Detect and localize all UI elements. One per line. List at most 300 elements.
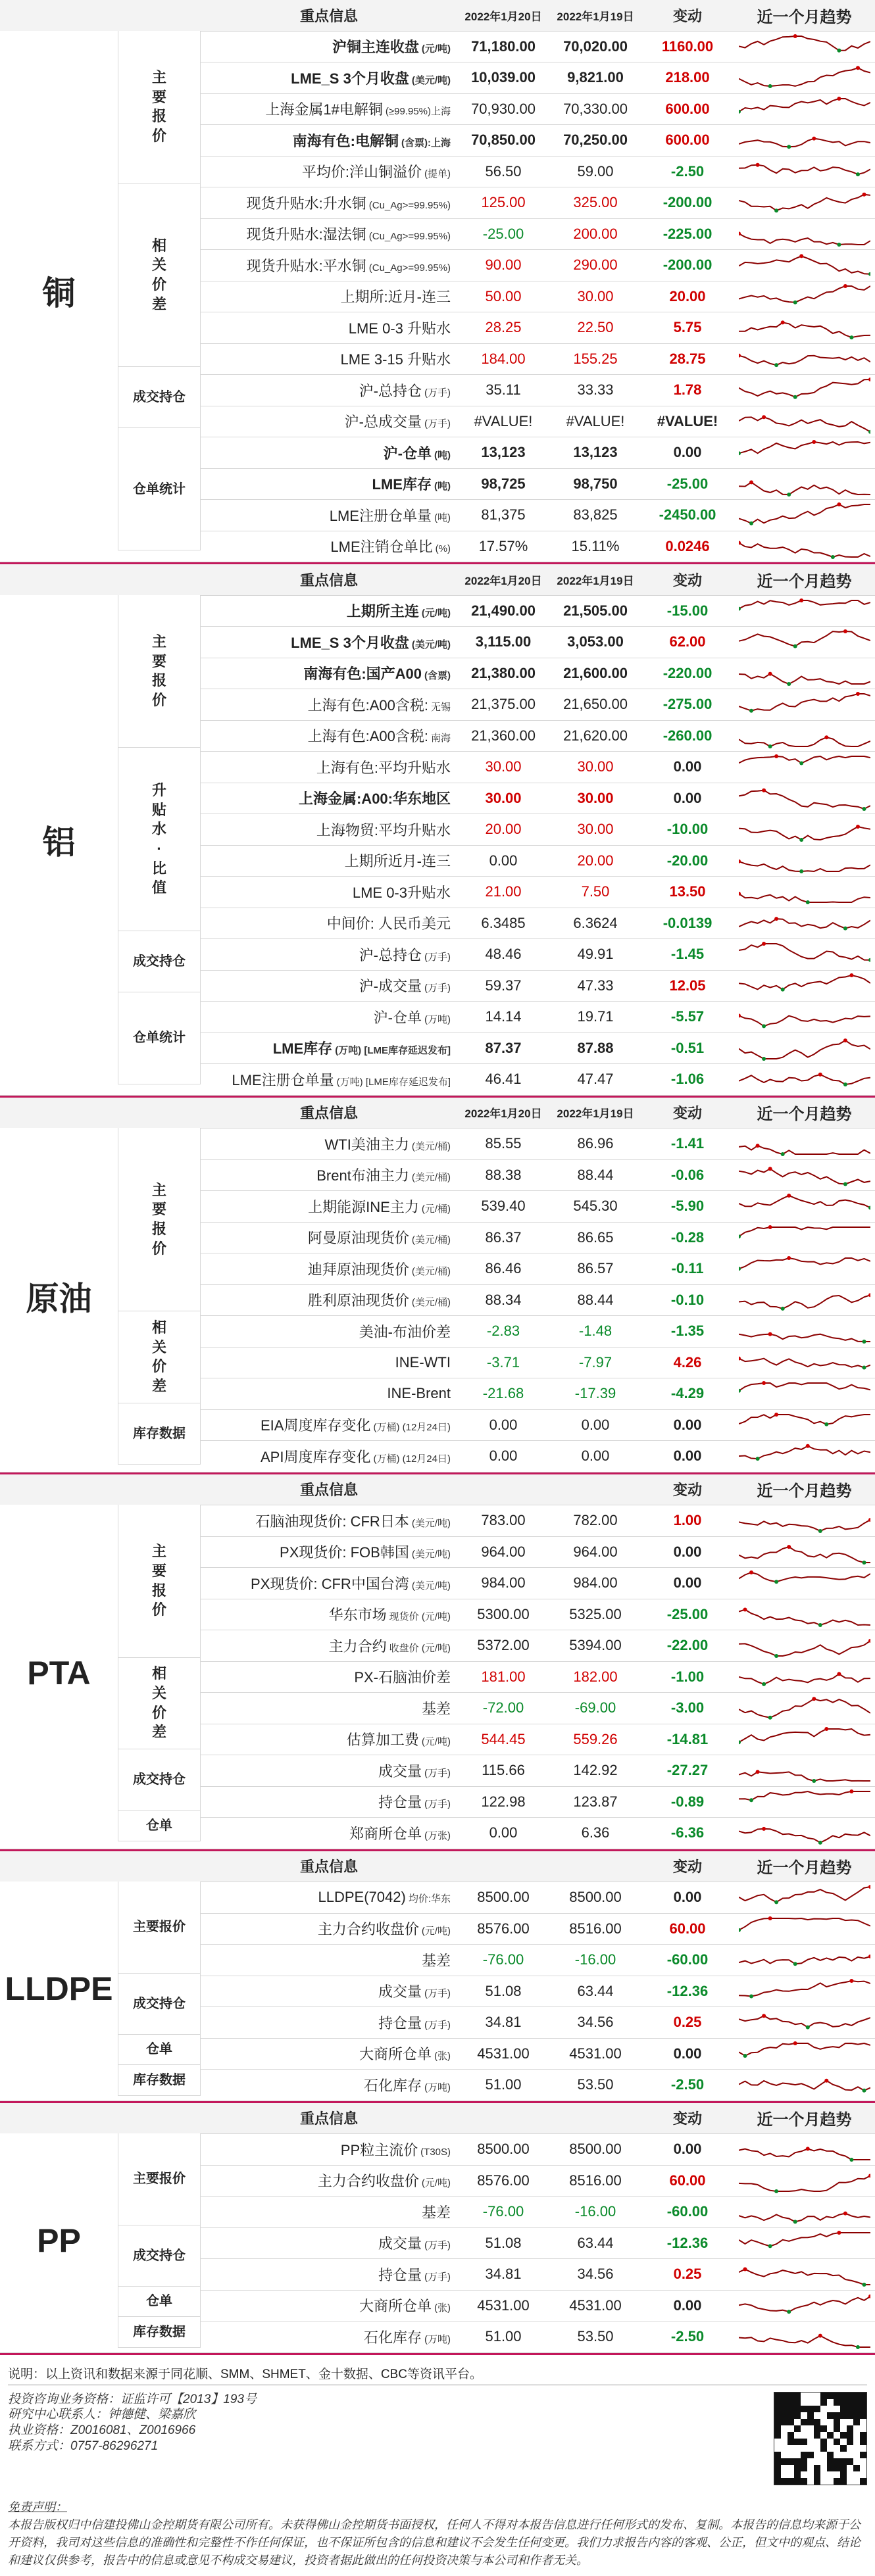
row-name [201,663,457,683]
value-previous: 182.00 [573,1668,618,1685]
row-name [201,944,457,965]
trend-cell [734,2134,875,2165]
value-current: 544.45 [481,1730,526,1747]
value-current: 13,123 [481,444,526,461]
trend-cell [734,1976,875,2007]
group-label-text: 主要报价 [133,1920,186,1935]
value-change: -22.00 [666,1637,709,1654]
trend-cell [734,1285,875,1316]
row-label: 大商所仓单 [359,2046,432,2063]
trend-sparkline [739,1947,870,1972]
group-label-text: 成交持仓 [133,1996,186,2011]
value-previous: 6.36 [581,1824,610,1841]
trend-sparkline [739,1163,870,1188]
commodity-section [0,1851,875,2103]
row-name [201,2327,457,2347]
row-unit: (元/吨) [421,608,451,620]
row-name [201,1511,457,1531]
row-unit: (万桶) (12月24日) [373,1422,451,1434]
row-label: 基差 [421,2204,451,2221]
group-label-text: 成交持仓 [133,1772,186,1787]
value-previous: 15.11% [571,537,620,554]
group-label [118,2035,201,2066]
value-change: -10.00 [666,821,709,838]
value-current: 8500.00 [477,1889,530,1906]
value-current: 125.00 [481,194,526,211]
header-trend: 近一个月趋势 [757,2111,852,2129]
trend-sparkline [739,65,870,90]
value-change: 1.00 [673,1512,702,1529]
trend-sparkline [739,440,870,465]
row-unit: (万手) [424,418,451,430]
trend-sparkline [739,34,870,59]
value-current: 28.25 [485,319,522,336]
value-previous: 63.44 [577,1982,614,1999]
row-label: 上海有色:A00含税: [307,696,428,714]
trend-sparkline [739,786,870,811]
row-name [201,2170,457,2191]
row-label: 郑商所仓单 [349,1825,422,1842]
row-unit: (万手) [424,1767,451,1779]
contact-block [8,2392,867,2485]
value-change: 20.00 [669,287,706,304]
row-unit: (吨) [434,449,451,461]
row-label: 中间价: 人民币美元 [326,915,451,933]
header-key-info: 重点信息 [299,1859,358,1876]
row-label: 上期所主连 [346,603,419,620]
trend-sparkline [739,2293,870,2318]
value-change: 0.25 [673,2014,702,2031]
value-current: 122.98 [481,1793,526,1810]
group-label-text: 主 要 报 价 [151,1181,166,1257]
value-current: 5300.00 [477,1605,530,1622]
row-unit: (万手) [424,2240,451,2252]
row-unit: (元/吨) [421,43,451,55]
row-label: 沪-成交量 [359,978,422,995]
trend-cell [734,658,875,689]
group-label-text: 主 要 报 价 [151,633,166,708]
row-label: LME注册仓单量 [329,507,432,524]
trend-cell [734,312,875,343]
header-change: 变动 [672,571,702,589]
value-current: -2.83 [486,1323,520,1340]
row-name [201,1791,457,1812]
value-previous: -1.48 [578,1323,612,1340]
row-name [201,600,457,621]
value-previous: 5325.00 [569,1605,622,1622]
trend-sparkline [739,253,870,278]
trend-cell [734,1441,875,1472]
value-previous: 34.56 [577,2014,614,2031]
value-previous: 200.00 [573,225,618,242]
trend-cell [734,1537,875,1568]
row-unit: (万桶) (12月24日) [373,1453,451,1465]
row-label: LME注销仓单比 [330,539,433,556]
row-label: 上海有色:平均升贴水 [316,759,451,776]
row-unit: (万吨) [424,2333,451,2345]
value-current: 88.34 [485,1291,522,1308]
group-label [118,31,201,184]
trend-sparkline [739,1789,870,1814]
section-header [0,1474,875,1506]
header-date2: 2022年1月19日 [557,10,634,23]
value-current: 48.46 [485,946,522,963]
value-previous: 559.26 [573,1730,618,1747]
trend-cell [734,32,875,62]
value-change: -4.29 [670,1385,705,1402]
trend-cell [734,783,875,814]
row-label: 上海有色:A00含税: [307,728,428,745]
trend-sparkline [739,377,870,402]
row-unit: (T30S) [420,2146,451,2158]
trend-sparkline [739,1695,870,1720]
trend-cell [734,1787,875,1818]
value-current: 8576.00 [477,2172,530,2189]
trend-cell [734,187,875,218]
value-previous: 5394.00 [569,1637,622,1654]
value-current: 181.00 [481,1668,526,1685]
row-unit: 收盘价 (元/吨) [389,1642,451,1654]
row-name [201,2202,457,2222]
group-label [118,1505,201,1658]
row-label: 大商所仓单 [359,2298,432,2315]
value-change: -12.36 [666,1982,709,1999]
value-previous: -16.00 [574,2203,616,2220]
row-name [201,36,457,57]
value-previous: 53.50 [577,2076,614,2093]
row-label: 成交量 [378,2235,422,2252]
trend-cell [734,469,875,500]
trend-cell [734,814,875,845]
row-label: 迪拜原油现货价 [307,1261,409,1278]
trend-sparkline [739,629,870,654]
value-previous: 9,821.00 [567,69,624,86]
row-name [201,161,457,182]
row-label: 成交量 [378,1762,422,1780]
row-label: PX现货价: FOB韩国 [280,1544,409,1561]
row-unit: (提单) [424,168,451,180]
header-change: 变动 [672,1859,702,1876]
value-current: 81,375 [481,506,526,523]
row-label: 石脑油现货价: CFR日本 [255,1513,409,1530]
value-current: 86.37 [485,1228,522,1246]
row-unit: (万手) [424,2019,451,2031]
value-previous: 21,505.00 [563,602,628,619]
value-change: 0.00 [673,1889,702,1906]
trend-cell [734,1755,875,1786]
value-previous: 87.88 [577,1039,614,1056]
value-change: 600.00 [665,100,710,117]
commodity-name: 原油 [0,1128,118,1465]
value-previous: 88.44 [577,1166,614,1183]
trend-sparkline [739,472,870,497]
row-label: LME注册仓单量 [232,1071,334,1088]
trend-cell [734,846,875,877]
row-name [201,694,457,715]
trend-cell [734,627,875,658]
trend-cell [734,125,875,156]
value-previous: 3,053.00 [567,633,624,650]
row-name [201,1007,457,1027]
value-current: 21,380.00 [471,664,536,681]
row-name [201,975,457,996]
group-label-text: 主 要 报 价 [151,68,166,144]
row-unit: (元/吨) [421,1926,451,1937]
value-previous: 88.44 [577,1291,614,1308]
value-previous: 34.56 [577,2266,614,2283]
value-current: 50.00 [485,287,522,304]
row-label: LME 0-3升贴水 [352,884,451,901]
group-label-text: 主要报价 [133,2172,186,2187]
trend-sparkline [739,754,870,779]
group-label-text: 仓单统计 [133,481,186,497]
group-label [118,1810,201,1841]
commodity-section [0,2103,875,2355]
row-unit: (美元/桶) [411,1265,451,1277]
row-name [201,255,457,276]
row-name [201,349,457,369]
row-name [201,1950,457,1970]
disclaimer [8,2498,867,2569]
value-previous: 86.57 [577,1260,614,1277]
value-change: 0.00 [673,1574,702,1592]
section-header [0,1098,875,1129]
group-label [118,1128,201,1311]
row-label: 平均价:洋山铜溢价 [301,164,422,181]
group-label [118,595,201,748]
row-label: 持仓量 [378,2266,422,2283]
value-current: 539.40 [481,1198,526,1215]
value-change: 218.00 [665,69,710,86]
row-label: 胜利原油现货价 [307,1292,409,1309]
row-name [201,1823,457,1843]
row-label: PX现货价: CFR中国台湾 [251,1575,409,1592]
header-trend: 近一个月趋势 [757,8,852,26]
row-label: EIA周度库存变化 [261,1417,371,1434]
header-trend: 近一个月趋势 [757,1106,852,1124]
value-previous: 47.47 [577,1071,614,1088]
value-current: 70,930.00 [471,100,536,117]
value-current: 46.41 [485,1071,522,1088]
row-name [201,1321,457,1342]
value-change: -1.41 [670,1135,705,1152]
value-previous: 782.00 [573,1512,618,1529]
value-previous: 30.00 [577,789,614,806]
value-change: -275.00 [662,696,712,713]
value-previous: 63.44 [577,2234,614,2251]
value-change: -25.00 [666,475,709,492]
trend-cell [734,62,875,93]
value-current: 30.00 [485,789,522,806]
value-previous: 30.00 [577,758,614,775]
trend-sparkline [739,1727,870,1752]
group-label-text: 仓单 [146,2294,172,2309]
value-current: 51.08 [485,2234,522,2251]
value-current: 86.46 [485,1260,522,1277]
row-name [201,536,457,556]
group-label-text: 仓单 [146,1818,172,1833]
row-unit: (万吨) [424,2081,451,2093]
contact-text [8,2392,257,2485]
trend-cell [734,721,875,752]
row-name [201,1636,457,1656]
row-label: 现货升贴水:升水铜 [246,195,366,212]
row-name [201,1385,457,1402]
value-previous: 98,750 [573,475,618,492]
value-current: 56.50 [485,162,522,180]
trend-cell [734,1129,875,1159]
value-current: -76.00 [482,1951,524,1968]
value-previous: -7.97 [578,1353,612,1371]
group-label [118,367,201,428]
row-label: INE-Brent [387,1385,451,1402]
group-label-text: 库存数据 [133,2324,186,2339]
value-change: 0.00 [673,789,702,806]
commodity-section [0,0,875,564]
value-change: -2.50 [670,2076,705,2093]
row-name [201,1446,457,1467]
trend-cell [734,1316,875,1347]
trend-cell [734,344,875,375]
row-unit: (美元/吨) [411,74,451,86]
value-current: 30.00 [485,758,522,775]
value-change: 0.25 [673,2266,702,2283]
trend-cell [734,1191,875,1222]
contact-license: 投资咨询业务资格：证监许可【2013】193号 [8,2392,257,2406]
value-change: #VALUE! [657,412,718,429]
value-change: 4.26 [673,1353,702,1371]
commodity-section [0,1474,875,1851]
trend-sparkline [739,848,870,873]
row-unit: (万手) [424,951,451,963]
value-previous: 4531.00 [569,2297,622,2314]
value-current: 0.00 [489,1447,518,1465]
row-name [201,1259,457,1279]
trend-sparkline [739,1633,870,1658]
row-name [201,882,457,902]
trend-cell [734,406,875,437]
value-current: 4531.00 [477,2045,530,2062]
row-label: 上海金属1#电解铜 [265,101,383,118]
group-label-text: 主 要 报 价 [151,1543,166,1618]
commodity-name: 铜 [0,31,118,551]
value-change: -0.10 [670,1291,705,1308]
value-previous: 545.30 [573,1198,618,1215]
group-label-text: 库存数据 [133,2072,186,2087]
row-name [201,1415,457,1435]
row-name [201,1918,457,1939]
row-unit: (美元/吨) [411,1517,451,1529]
trend-sparkline [739,2041,870,2066]
value-previous: 30.00 [577,287,614,304]
group-label [118,1749,201,1810]
trend-sparkline [739,534,870,559]
header-change: 变动 [672,1105,702,1122]
value-change: 28.75 [669,350,706,367]
header-trend: 近一个月趋势 [757,572,852,591]
trend-cell [734,157,875,187]
row-name [201,1981,457,2001]
value-previous: 21,600.00 [563,664,628,681]
row-unit: (美元/桶) [411,1140,451,1152]
header-key-info: 重点信息 [299,7,358,24]
row-label: LME 0-3 升贴水 [348,320,451,337]
value-previous: 21,650.00 [563,696,628,713]
row-name [201,130,457,151]
row-name [201,1729,457,1749]
trend-cell [734,2166,875,2197]
value-change: -0.89 [670,1793,705,1810]
value-previous: 22.50 [577,319,614,336]
row-unit: 南海 [430,733,451,744]
row-unit: (万吨) [424,1013,451,1025]
trend-sparkline [739,2262,870,2287]
value-current: 34.81 [485,2266,522,2283]
value-change: -1.06 [670,1071,705,1088]
trend-cell [734,375,875,406]
value-change: -0.51 [670,1039,705,1056]
row-unit: (Cu_Ag>=99.95%) [368,262,451,274]
header-change: 变动 [672,1482,702,1499]
value-previous: 984.00 [573,1574,618,1592]
trend-cell [734,1410,875,1441]
header-key-info: 重点信息 [299,1482,358,1499]
value-previous: 142.92 [573,1762,618,1779]
row-name [201,2264,457,2285]
row-label: 沪-仓单 [383,445,432,462]
value-change: 62.00 [669,633,706,650]
row-label: 基差 [421,1700,451,1717]
value-current: 5372.00 [477,1637,530,1654]
value-current: 70,850.00 [471,132,536,149]
trend-sparkline [739,1381,870,1406]
value-previous: 4531.00 [569,2045,622,2062]
row-unit: (Cu_Ag>=99.95%) [368,199,451,211]
row-name [201,1698,457,1718]
value-change: -6.36 [670,1824,705,1841]
row-unit: (美元/吨) [411,1580,451,1592]
trend-cell [734,281,875,312]
trend-cell [734,2039,875,2070]
row-label: 成交量 [378,1983,422,2001]
row-label: 石化库存 [363,2077,422,2094]
value-current: 51.00 [485,2328,522,2345]
value-change: 0.0246 [665,537,710,554]
row-unit: (万手) [424,983,451,994]
group-label-text: 相 关 价 差 [151,1319,166,1394]
row-name [201,913,457,933]
value-previous: -17.39 [574,1385,616,1402]
row-unit: (≥99.95%)上海 [385,106,451,118]
trend-cell [734,94,875,125]
trend-sparkline [739,817,870,842]
value-change: 12.05 [669,977,706,994]
row-label: 主力合约收盘价 [317,2173,419,2190]
value-change: -14.81 [666,1730,709,1747]
trend-sparkline [739,1508,870,1533]
value-previous: 30.00 [577,821,614,838]
row-name [201,1889,457,1906]
row-label: 主力合约 [328,1638,387,1655]
row-label: 上海物贸:平均升贴水 [316,821,451,838]
trend-sparkline [739,1194,870,1219]
header-trend: 近一个月趋势 [757,1859,852,1878]
row-name [201,1604,457,1624]
row-label: 基差 [421,1952,451,1969]
header-date1: 2022年1月20日 [464,1107,542,1121]
trend-sparkline [739,2010,870,2035]
trend-sparkline [739,973,870,998]
